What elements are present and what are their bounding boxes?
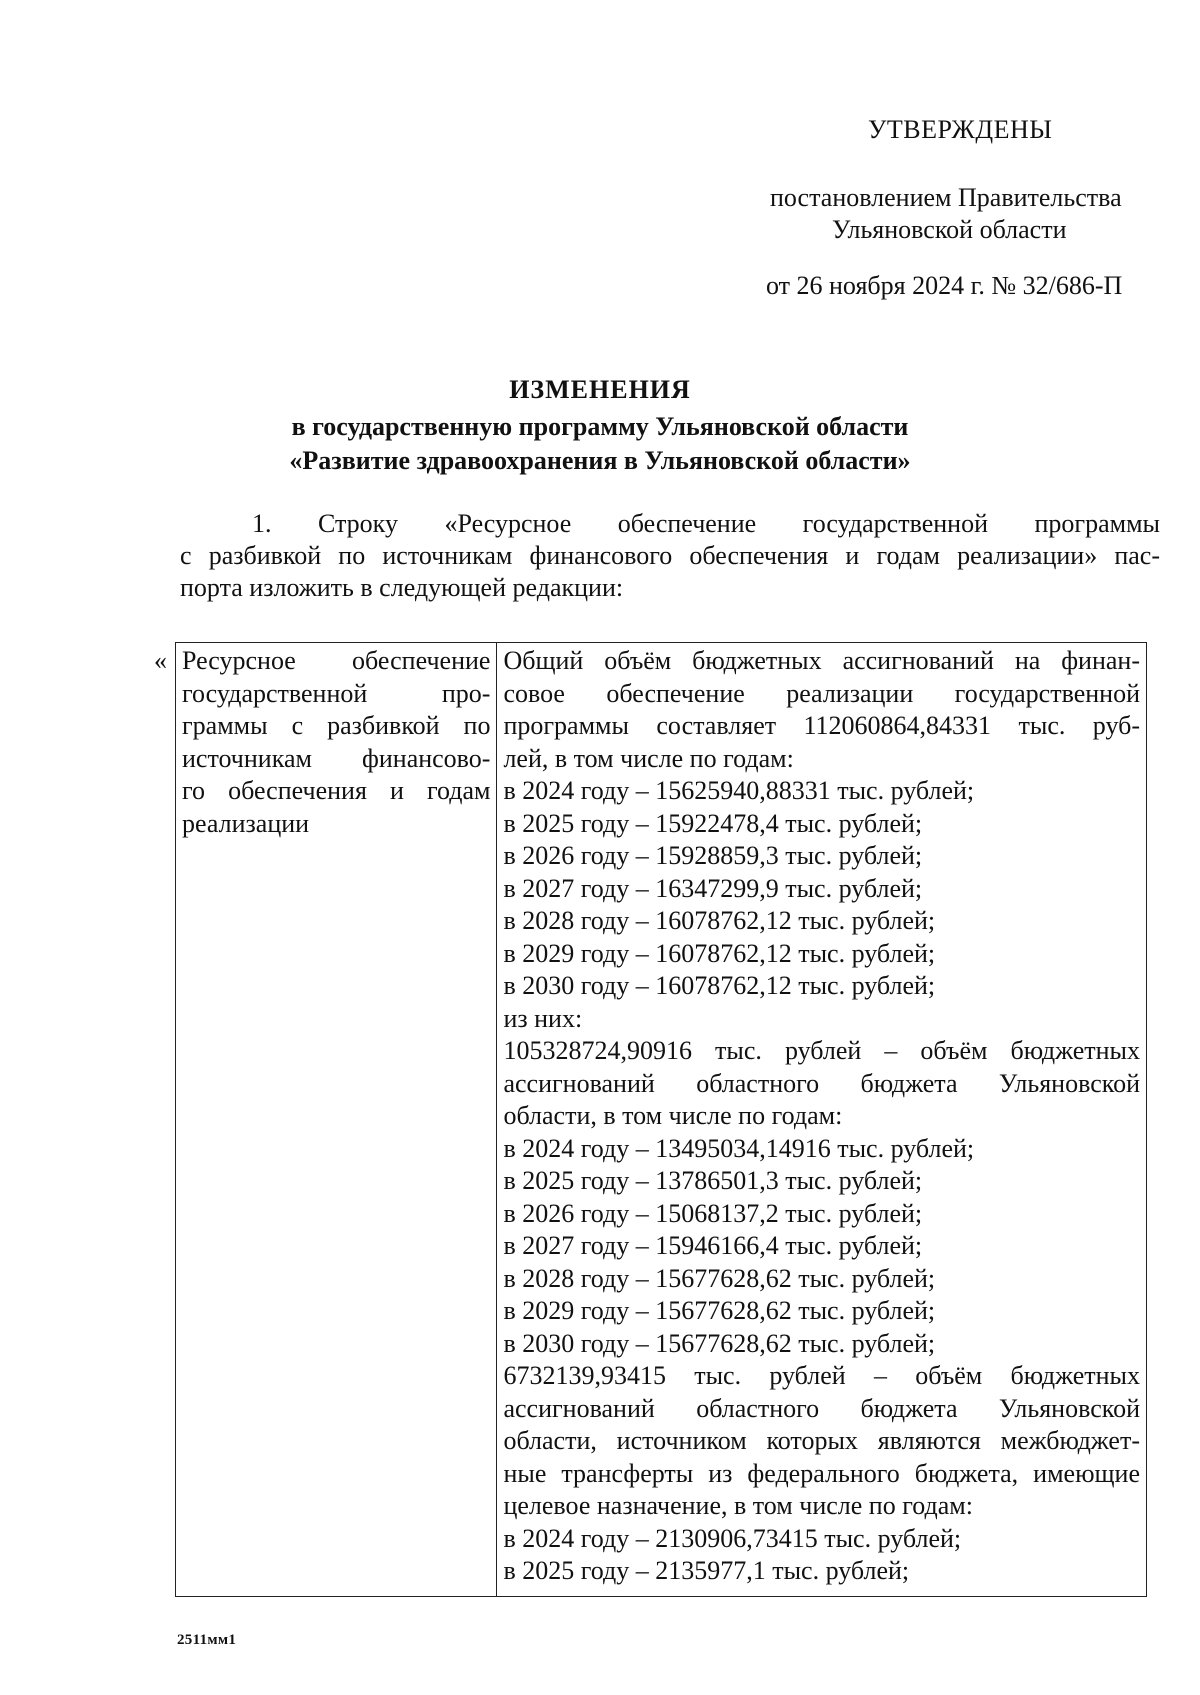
passport-table bbox=[175, 642, 1147, 1597]
document-subheading-1: в государственную программу Ульяновской области bbox=[291, 412, 909, 441]
value-line: в 2026 году – 15928859,3 тыс. рублей; bbox=[503, 841, 923, 870]
value-line: в 2027 году – 15946166,4 тыс. рублей; bbox=[503, 1231, 923, 1260]
label-line: реализации bbox=[182, 808, 310, 838]
value-line: лей, в том числе по годам: bbox=[503, 743, 794, 773]
value-line: в 2024 году – 15625940,88331 тыс. рублей; bbox=[503, 776, 975, 805]
label-line: источникам финансово- bbox=[182, 743, 491, 773]
value-line: в 2029 году – 16078762,12 тыс. рублей; bbox=[503, 938, 936, 968]
value-line: ные трансферты из федерального бюджета, имеющие bbox=[503, 1458, 1140, 1488]
label-line: граммы с разбивкой по bbox=[182, 711, 491, 740]
label-line: го обеспечения и годам bbox=[182, 776, 491, 805]
document-heading: ИЗМЕНЕНИЯ bbox=[509, 375, 691, 404]
opening-quote: « bbox=[154, 646, 167, 675]
value-line: в 2027 году – 16347299,9 тыс. рублей; bbox=[503, 873, 923, 903]
value-line: целевое назначение, в том числе по годам: bbox=[503, 1491, 973, 1520]
value-line: в 2028 году – 16078762,12 тыс. рублей; bbox=[503, 906, 936, 935]
row-value-cell bbox=[497, 643, 1147, 1597]
value-line: в 2030 году – 15677628,62 тыс. рублей; bbox=[503, 1328, 936, 1358]
approval-date-number: от 26 ноября 2024 г. № 32/686-П bbox=[766, 271, 1123, 300]
approval-line-1: постановлением Правительства bbox=[770, 183, 1122, 212]
label-line: государственной про- bbox=[182, 678, 491, 708]
value-line: в 2026 году – 15068137,2 тыс. рублей; bbox=[503, 1198, 923, 1228]
value-line: в 2025 году – 15922478,4 тыс. рублей; bbox=[503, 808, 923, 838]
label-line: Ресурсное обеспечение bbox=[182, 646, 491, 675]
value-line: в 2024 году – 2130906,73415 тыс. рублей; bbox=[503, 1523, 962, 1553]
value-line: 6732139,93415 тыс. рублей – объём бюджетных bbox=[503, 1361, 1140, 1390]
value-line: в 2028 году – 15677628,62 тыс. рублей; bbox=[503, 1263, 936, 1293]
value-line: из них: bbox=[503, 1003, 583, 1033]
value-line: в 2024 году – 13495034,14916 тыс. рублей; bbox=[503, 1133, 975, 1163]
approval-line-2: Ульяновской области bbox=[832, 215, 1067, 244]
intro-line: с разбивкой по источникам финансового обеспечения и годам реализации» пас- bbox=[180, 541, 1160, 570]
value-line: ассигнований областного бюджета Ульяновской bbox=[503, 1393, 1140, 1423]
value-line: Общий объём бюджетных ассигнований на финан- bbox=[503, 646, 1140, 675]
approval-title: УТВЕРЖДЕНЫ bbox=[868, 115, 1053, 144]
value-line: области, в том числе по годам: bbox=[503, 1101, 843, 1130]
value-line: области, источником которых являются межбюджет- bbox=[503, 1426, 1140, 1455]
value-line: в 2029 году – 15677628,62 тыс. рублей; bbox=[503, 1296, 936, 1325]
document-code: 2511мм1 bbox=[177, 1632, 237, 1648]
table-row bbox=[176, 643, 1147, 1597]
value-line: в 2025 году – 2135977,1 тыс. рублей; bbox=[503, 1556, 910, 1585]
value-line: 105328724,90916 тыс. рублей – объём бюджетных bbox=[503, 1036, 1140, 1065]
value-line: ассигнований областного бюджета Ульяновской bbox=[503, 1068, 1140, 1098]
document-subheading-2: «Развитие здравоохранения в Ульяновской области» bbox=[289, 446, 911, 475]
value-line: в 2030 году – 16078762,12 тыс. рублей; bbox=[503, 971, 936, 1000]
value-line: программы составляет 112060864,84331 тыс. руб- bbox=[503, 711, 1140, 740]
intro-paragraph bbox=[180, 508, 1160, 604]
value-line: в 2025 году – 13786501,3 тыс. рублей; bbox=[503, 1166, 923, 1195]
intro-line: 1. Строку «Ресурсное обеспечение государственной программы bbox=[252, 509, 1160, 538]
row-label-cell bbox=[176, 643, 497, 1597]
value-line: совое обеспечение реализации государственной bbox=[503, 678, 1140, 708]
intro-line: порта изложить в следующей редакции: bbox=[180, 573, 624, 602]
